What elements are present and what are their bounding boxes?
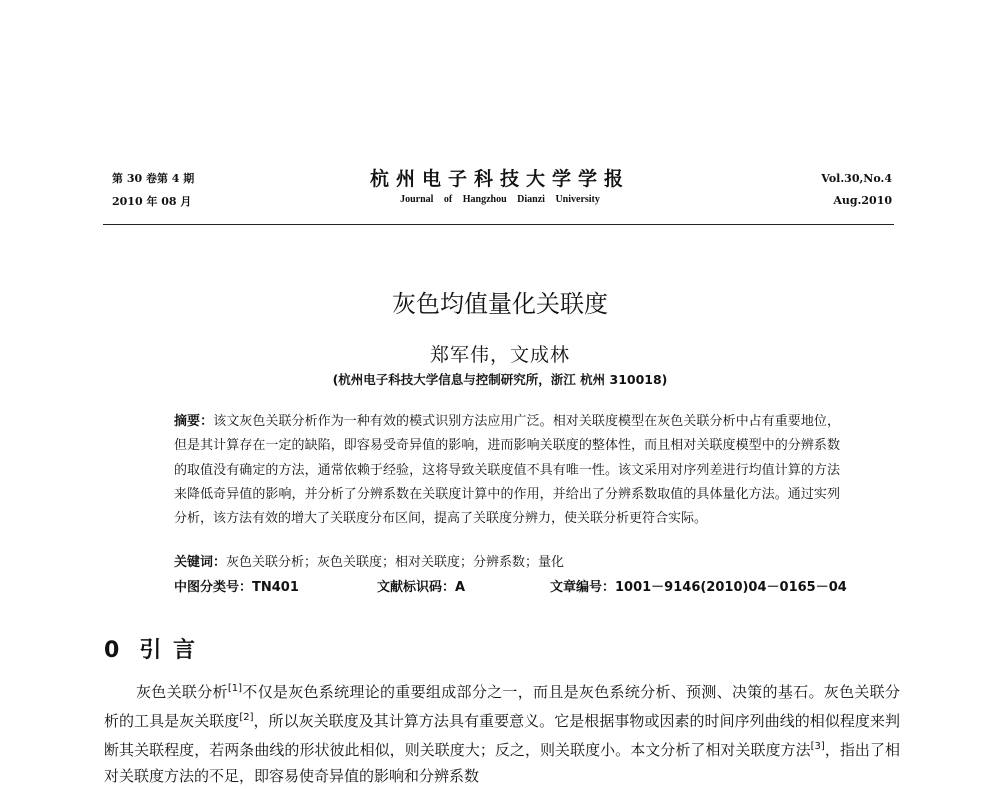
abstract-text: 该文灰色关联分析作为一种有效的模式识别方法应用广泛。相对关联度模型在灰色关联分析中占有重要地位，但是其计算存在一定的缺陷，即容易受奇异值的影响，进而影响关联度的整体性，而且相对关联度模型中的分辨系数的取值没有确定的方法，通常依赖于经验，这将导致关联度值不具有唯一性。该文采用对序列差进行均值计算的方法来降低奇异值的影响，并分析了分辨系数在关联度计算中的作用，并给出了分辨系数取值的具体量化方法。通过实列分析，该方法有效的增大了关联度分布区间，提高了关联度分辨力，使关联分析更符合实际。 (174, 414, 840, 527)
article-authors: 郑军伟，文成林 (429, 344, 570, 366)
body-text-a: 灰色关联分析 (136, 683, 228, 701)
publication-date-cn: 2010 年 08 月 (112, 195, 192, 208)
publication-date-en: Aug.2010 (833, 194, 892, 207)
abstract (174, 410, 840, 531)
article-title: 灰色均值量化关联度 (392, 290, 608, 318)
classification-line (174, 576, 299, 595)
journal-title-en: Journal of Hangzhou Dianzi University (400, 194, 600, 205)
keywords-text: 灰色关联分析；灰色关联度；相对关联度；分辨系数；量化 (226, 555, 565, 570)
journal-title-cn: 杭州电子科技大学学报 (369, 168, 630, 190)
clc-number: 中图分类号：TN401 (174, 580, 299, 595)
author-affiliation: (杭州电子科技大学信息与控制研究所，浙江 杭州 310018) (332, 372, 668, 387)
section-heading (104, 633, 197, 664)
header-rule (103, 224, 894, 225)
body-text-c: ，所以灰关联度及其计算方法具有重要意义。它是根据事物或因素的时间序列曲线的相似程度来判断其关联程度，若两条曲线的形状彼此相似，则关联度大；反之，则关联度小。本文分析了相对关联度方法 (104, 712, 900, 759)
article-number: 文章编号：1001－9146(2010)04－0165－04 (550, 580, 847, 595)
section-title: 引 言 (139, 638, 197, 663)
citation-1: [1] (227, 683, 242, 694)
volume-issue: 第 30 卷第 4 期 (112, 172, 195, 185)
volume-number-en: Vol.30,No.4 (821, 172, 892, 185)
abstract-label: 摘要： (174, 414, 214, 429)
body-text-b: 不仅是灰色系统理论的重要组成部分之一，而且是灰色系统分析、预测、决策的基石。灰色关联分析的工具是灰关联度 (104, 683, 900, 730)
citation-3: [3] (810, 741, 825, 752)
citation-2: [2] (239, 712, 254, 723)
document-code: 文献标识码：A (377, 580, 466, 595)
body-text-d: ，指出了相对关联度方法的不足，即容易使奇异值的影响和分辨系数 (104, 741, 900, 785)
section-number: 0 (104, 638, 122, 663)
keywords (174, 551, 840, 570)
intro-paragraph (104, 676, 900, 789)
keywords-label: 关键词： (174, 555, 227, 570)
